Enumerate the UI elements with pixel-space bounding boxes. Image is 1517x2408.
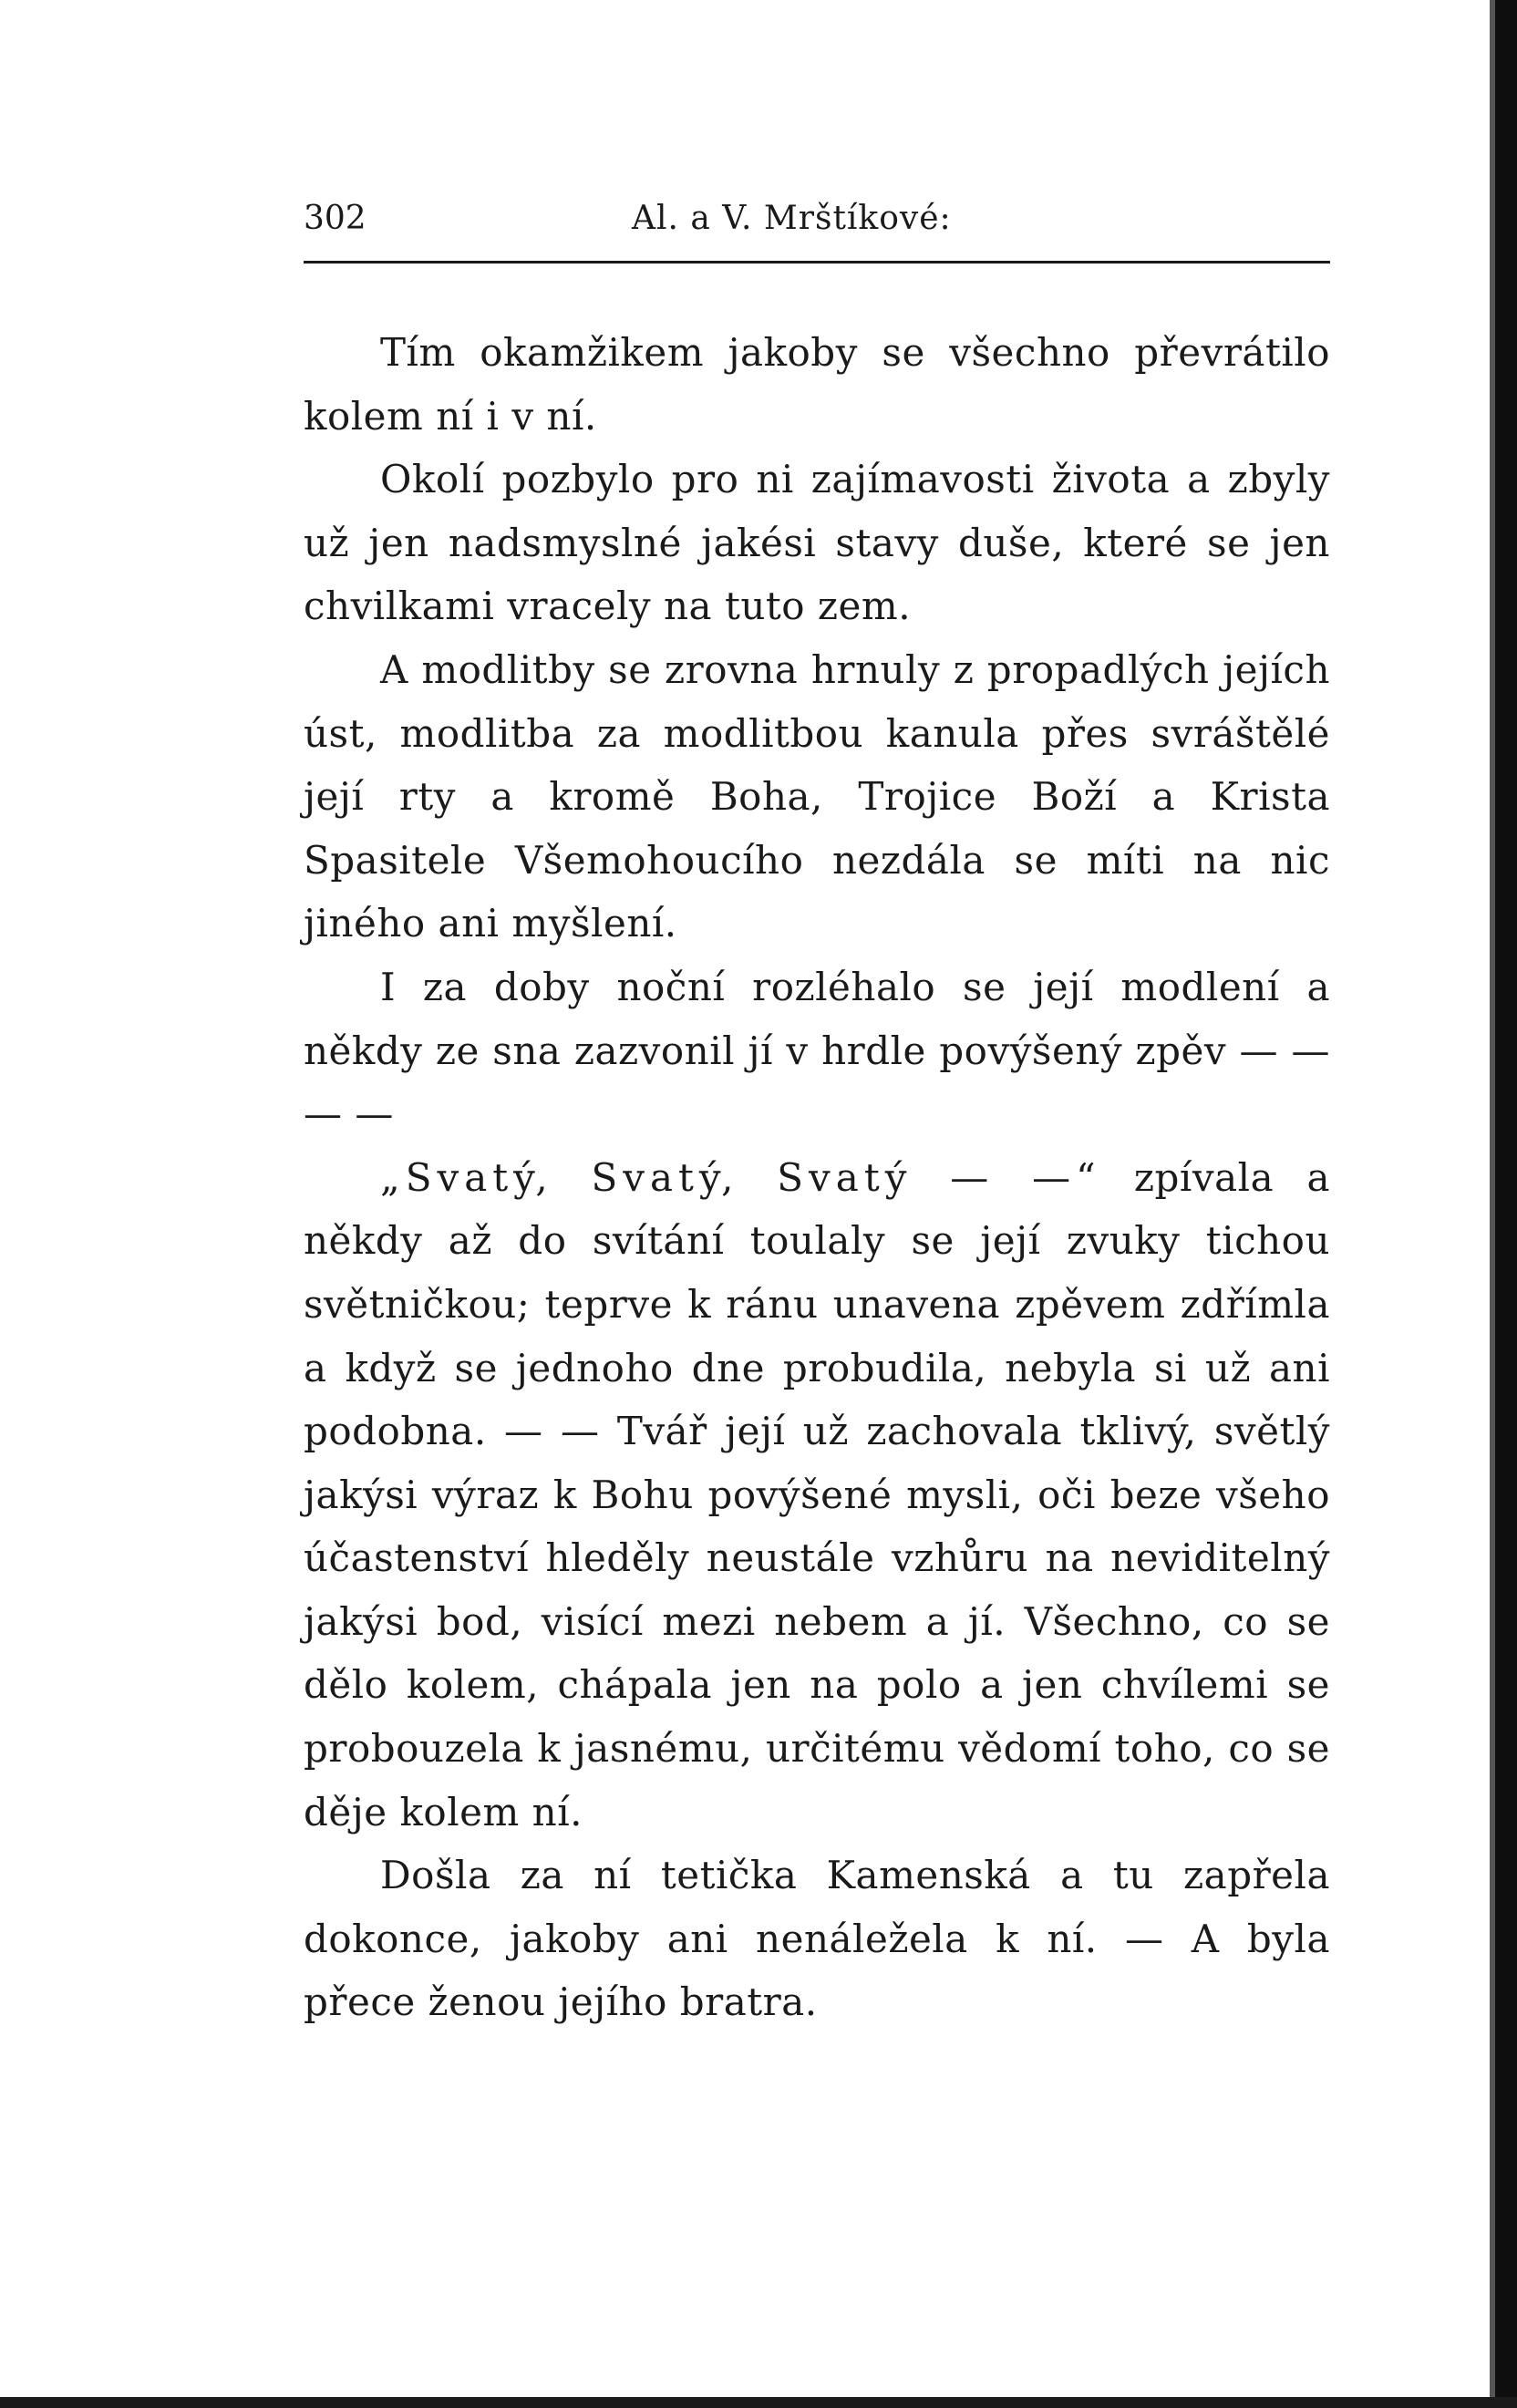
paragraph: Okolí pozbylo pro ni zajímavosti života a zbyly už jen nadsmyslné jakési stavy duše, které se jen chvilkami vracely na tuto zem. (304, 457, 1330, 629)
page-number: 302 (304, 200, 366, 237)
hymn-quote: „Svatý, Svatý, Svatý — —“ (380, 1154, 1101, 1200)
book-page (304, 193, 1330, 2025)
body-text (304, 321, 1330, 2034)
header-rule (304, 261, 1330, 264)
paragraph: I za doby noční rozléhalo se její modlení a někdy ze sna zazvonil jí v hrdle povýšený zpěv — — — — (304, 964, 1330, 1137)
paragraph: A modlitby se zrovna hrnuly z propadlých jejích úst, modlitba za modlitbou kanula přes svráštělé její rty a kromě Boha, Trojice Boží a Krista Spasitele Všemohoucího nezdála se míti na nic jiného ani myšlení. (304, 646, 1330, 946)
paragraph: Došla za ní tetička Kamenská a tu zapřela dokonce, jakoby ani nenáležela k ní. — A byla přece ženou jejího bratra. (304, 1853, 1330, 2025)
running-title: Al. a V. Mrštíkové: (632, 200, 952, 237)
paragraph: Tím okamžikem jakoby se všechno převrátilo kolem ní i v ní. (304, 330, 1330, 439)
paragraph-continuation: zpívala a někdy až do svítání toulaly se její zvuky tichou světničkou; teprve k ránu unavena zpěvem zdřímla a když se jednoho dne probudila, nebyla si už ani podobna. — — Tvář její už zachovala tklivý, světlý jakýsi výraz k Bohu povýšené mysli, oči beze všeho účastenství hleděly neustále vzhůru na neviditelný jakýsi bod, visící mezi nebem a jí. Všechno, co se dělo kolem, chápala jen na polo a jen chvílemi se probouzela k jasnému, určitému vědomí toho, co se děje kolem ní. (304, 1154, 1330, 1834)
scan-edge-bottom (0, 2397, 1517, 2408)
running-head (304, 193, 1330, 244)
paragraph-hymn (304, 1146, 1330, 1845)
scan-edge-right (1495, 0, 1517, 2408)
